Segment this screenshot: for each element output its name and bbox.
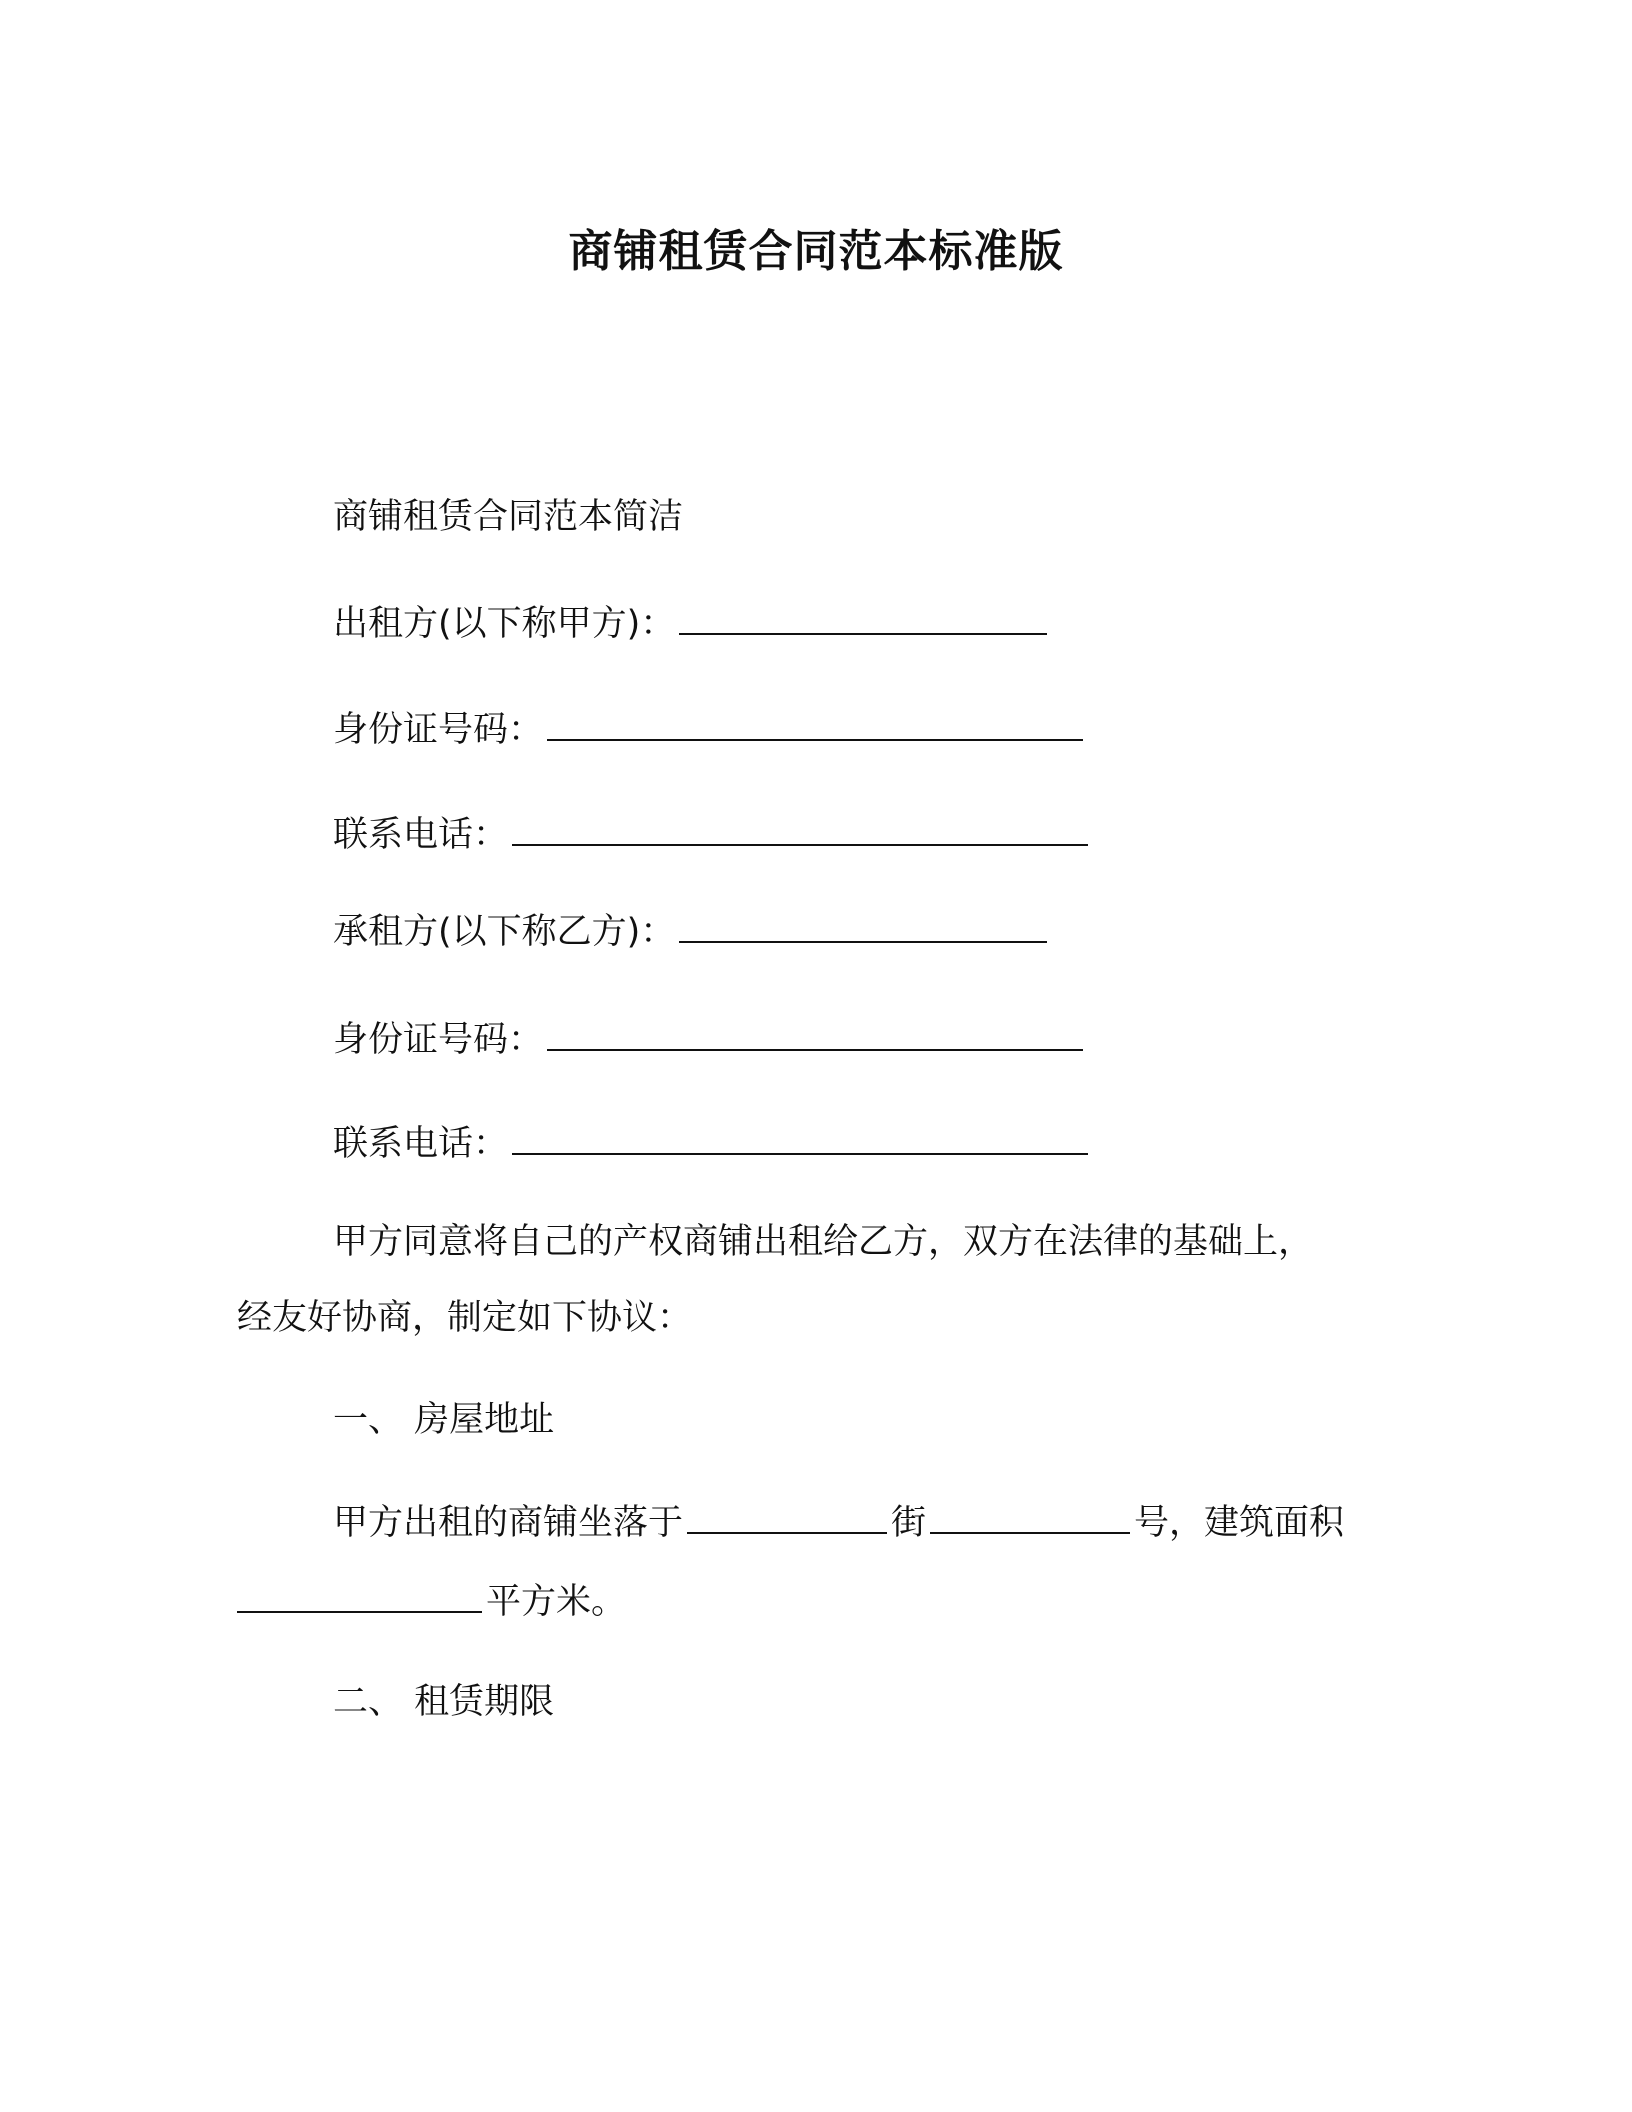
intro-line-2: 经友好协商，制定如下协议： bbox=[237, 1298, 693, 1338]
party-a-row bbox=[333, 597, 1051, 649]
party-a-phone-blank bbox=[512, 808, 1088, 846]
section-2-heading: 二、 租赁期限 bbox=[333, 1682, 555, 1722]
party-b-id-row bbox=[333, 1013, 1087, 1065]
section-1-text-a: 甲方出租的商铺坐落于 bbox=[333, 1503, 684, 1543]
section-1-text-c: 号，建筑面积 bbox=[1134, 1503, 1345, 1543]
section-1-text-line-2 bbox=[237, 1575, 626, 1627]
section-1-text-d: 平方米。 bbox=[486, 1582, 627, 1622]
party-b-name-blank bbox=[679, 905, 1047, 943]
document-subtitle: 商铺租赁合同范本简洁 bbox=[333, 497, 684, 537]
party-a-id-label: 身份证号码： bbox=[333, 710, 544, 750]
party-b-row bbox=[333, 905, 1051, 957]
party-a-name-blank bbox=[679, 597, 1047, 635]
party-a-label: 出租方(以下称甲方)： bbox=[333, 604, 676, 644]
intro-line-1: 甲方同意将自己的产权商铺出租给乙方，双方在法律的基础上， bbox=[333, 1222, 1314, 1262]
party-b-phone-row bbox=[333, 1117, 1092, 1169]
number-blank bbox=[930, 1496, 1130, 1534]
party-a-id-blank bbox=[547, 703, 1083, 741]
party-a-phone-label: 联系电话： bbox=[333, 815, 509, 855]
party-b-phone-label: 联系电话： bbox=[333, 1124, 509, 1164]
section-1-text-b: 街 bbox=[891, 1503, 927, 1543]
party-a-id-row bbox=[333, 703, 1087, 755]
party-b-label: 承租方(以下称乙方)： bbox=[333, 912, 676, 952]
party-a-phone-row bbox=[333, 808, 1092, 860]
document-title: 商铺租赁合同范本标准版 bbox=[568, 226, 1064, 277]
area-blank bbox=[237, 1575, 482, 1613]
party-b-phone-blank bbox=[512, 1117, 1088, 1155]
party-b-id-blank bbox=[547, 1013, 1083, 1051]
section-1-text-line-1 bbox=[333, 1496, 1344, 1548]
party-b-id-label: 身份证号码： bbox=[333, 1020, 544, 1060]
section-1-heading: 一、 房屋地址 bbox=[333, 1400, 555, 1440]
street-blank bbox=[687, 1496, 887, 1534]
